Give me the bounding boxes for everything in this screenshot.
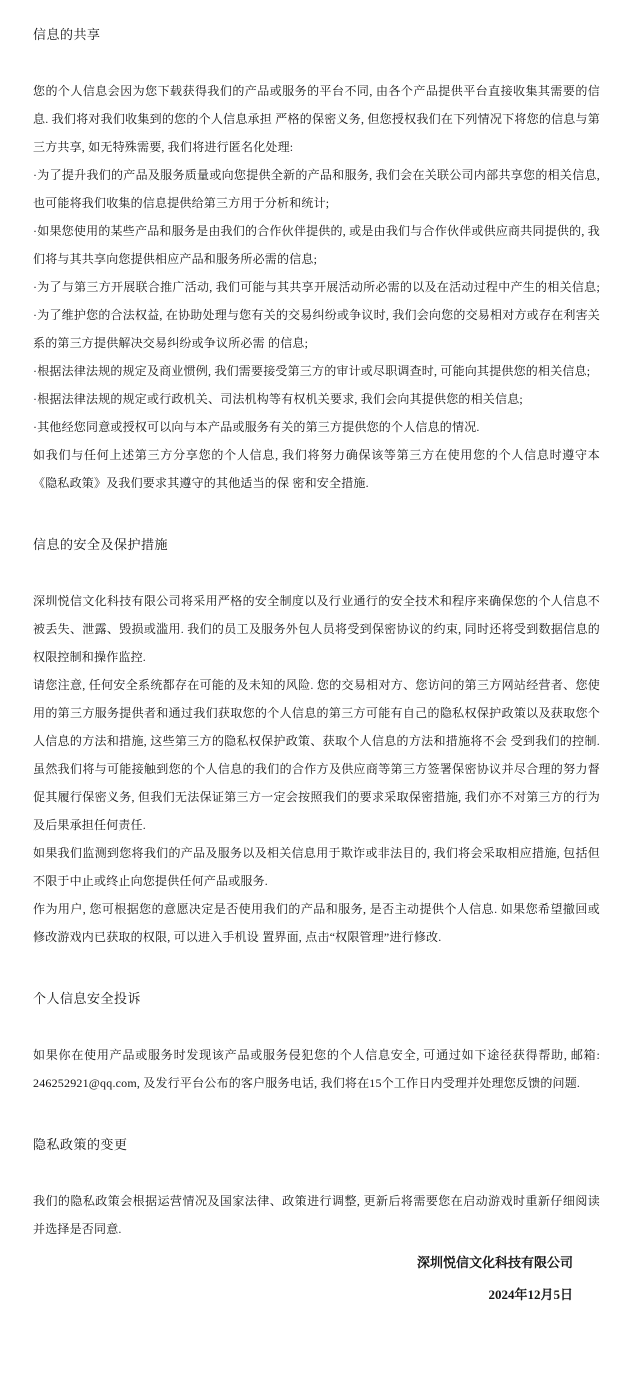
paragraph: 如果我们监测到您将我们的产品及服务以及相关信息用于欺诈或非法目的, 我们将会采取相应措施, 包括但不限于中止或终止向您提供任何产品或服务.	[33, 846, 600, 888]
bullet-item: ·根据法律法规的规定及商业惯例, 我们需要接受第三方的审计或尽职调查时, 可能向其提供您的相关信息;	[33, 364, 591, 378]
section-heading: 隐私政策的变更	[33, 1137, 128, 1152]
bullet-item: ·其他经您同意或授权可以向与本产品或服务有关的第三方提供您的个人信息的情况.	[33, 420, 480, 434]
signature-company: 深圳悦信文化科技有限公司	[416, 1255, 573, 1270]
signature-block	[33, 1247, 600, 1311]
paragraph: 我们的隐私政策会根据运营情况及国家法律、政策进行调整, 更新后将需要您在启动游戏时重新仔细阅读并选择是否同意.	[33, 1194, 600, 1236]
bullet-item: ·为了与第三方开展联合推广活动, 我们可能与其共享开展活动所必需的以及在活动过程中产生的相关信息; ·为了维护您的合法权益, 在协助处理与您有关的交易纠纷或争议时, 我们会向您的交易相对方或存在利害关系的第三方提供解决交易纠纷或争议所必需 的信息;	[33, 280, 600, 350]
paragraph: 作为用户, 您可根据您的意愿决定是否使用我们的产品和服务, 是否主动提供个人信息. 如果您希望撤回或修改游戏内已获取的权限, 可以进入手机设 置界面, 点击“权限管理”进行修改.	[33, 902, 600, 944]
section-heading: 个人信息安全投诉	[33, 991, 142, 1006]
section-heading: 信息的安全及保护措施	[33, 537, 169, 552]
section-policy-changes	[33, 1131, 600, 1243]
section-security-complaint	[33, 985, 600, 1097]
bullet-item: ·如果您使用的某些产品和服务是由我们的合作伙伴提供的, 或是由我们与合作伙伴或供应商共同提供的, 我们将与其共享向您提供相应产品和服务所必需的信息;	[33, 224, 600, 266]
paragraph: 如果你在使用产品或服务时发现该产品或服务侵犯您的个人信息安全, 可通过如下途径获得帮助, 邮箱: 246252921@qq.com, 及发行平台公布的客户服务电话, 我们将在15个工作日内受理并处理您反馈的问题.	[33, 1048, 600, 1090]
paragraph: 您的个人信息会因为您下载获得我们的产品或服务的平台不同, 由各个产品提供平台直接收集其需要的信息. 我们将对我们收集到的您的个人信息承担 严格的保密义务, 但您授权我们在下列情况下将您的信息与第三方共享, 如无特殊需要, 我们将进行匿名化处理:	[33, 84, 600, 154]
section-heading: 信息的共享	[33, 27, 101, 42]
paragraph: 如我们与任何上述第三方分享您的个人信息, 我们将努力确保该等第三方在使用您的个人信息时遵守本《隐私政策》及我们要求其遵守的其他适当的保 密和安全措施.	[33, 448, 600, 490]
bullet-item: ·为了提升我们的产品及服务质量或向您提供全新的产品和服务, 我们会在关联公司内部共享您的相关信息, 也可能将我们收集的信息提供给第三方用于分析和统计;	[33, 168, 600, 210]
bullet-item: ·根据法律法规的规定或行政机关、司法机构等有权机关要求, 我们会向其提供您的相关信息;	[33, 392, 523, 406]
paragraph: 请您注意, 任何安全系统都存在可能的及未知的风险. 您的交易相对方、您访问的第三方网站经营者、您使用的第三方服务提供者和通过我们获取您的个人信息的第三方可能有自己的隐私权保护政策以及获取您个人信息的方法和措施, 这些第三方的隐私权保护政策、获取个人信息的方法和措施将不会 受到我们的控制. 虽然我们将与可能接触到您的个人信息的我们的合作方及供应商等第三方签署保密协议并尽合理的努力督促其履行保密义务, 但我们无法保证第三方一定会按照我们的要求采取保密措施, 我们亦不对第三方的行为及后果承担任何责任.	[33, 678, 600, 832]
section-information-security	[33, 531, 600, 951]
signature-date: 2024年12月5日	[488, 1287, 573, 1302]
section-information-sharing	[33, 21, 600, 497]
paragraph: 深圳悦信文化科技有限公司将采用严格的安全制度以及行业通行的安全技术和程序来确保您的个人信息不被丢失、泄露、毁损或滥用. 我们的员工及服务外包人员将受到保密协议的约束, 同时还将受到数据信息的权限控制和操作监控.	[33, 594, 600, 664]
